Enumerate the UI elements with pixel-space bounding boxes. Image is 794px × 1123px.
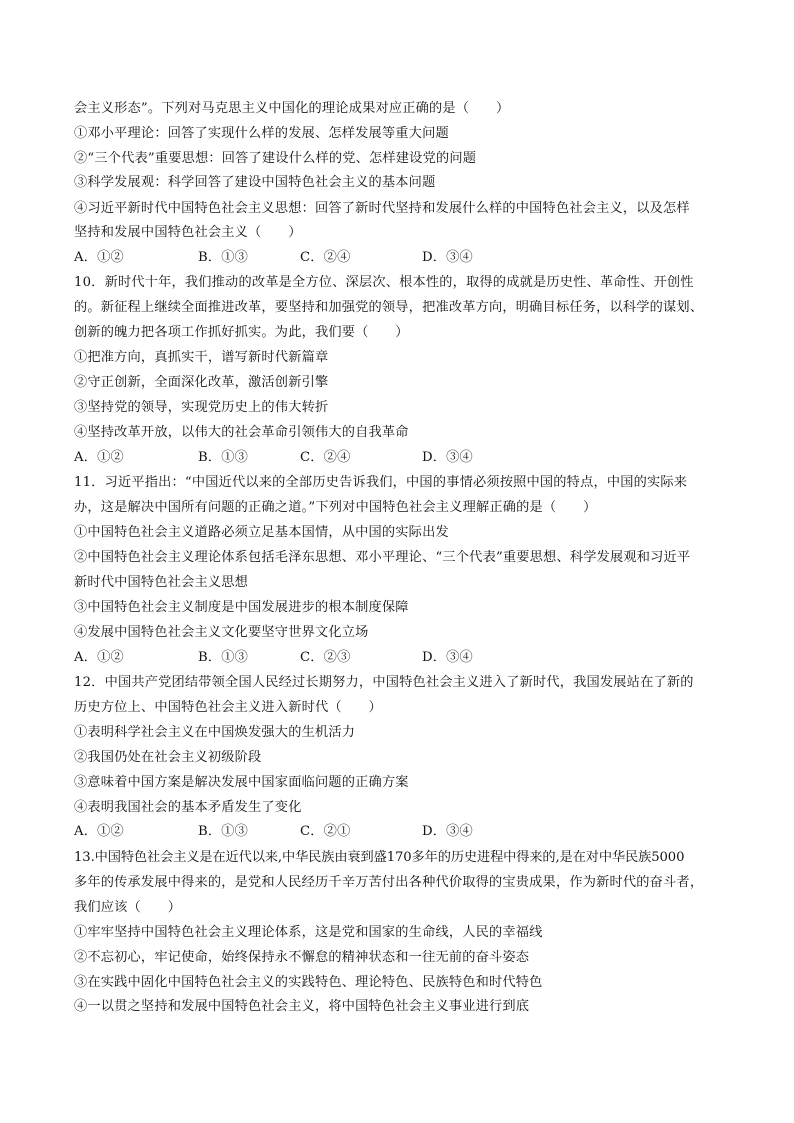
q10-option-a[interactable]: A．①② [74, 450, 124, 465]
q12-item-2: ②我国仍处在社会主义初级阶段 [74, 750, 262, 765]
q9-option-a[interactable]: A．①② [74, 250, 124, 265]
q12-item-3: ③意味着中国方案是解决发展中国家面临问题的正确方案 [74, 775, 409, 790]
q10-option-d[interactable]: D．③④ [422, 450, 473, 465]
q12-option-a[interactable]: A．①② [74, 824, 124, 839]
q13-item-3: ③在实践中固化中国特色社会主义的实践特色、理论特色、民族特色和时代特色 [74, 975, 543, 990]
q13-stem-3: 我们应该（ ） [74, 900, 182, 915]
q10-item-4: ④坚持改革开放，以伟大的社会革命引领伟大的自我革命 [74, 425, 409, 440]
q11-stem-2: 办，这是解决中国所有问题的正确之道。”下列对中国特色社会主义理解正确的是（ ） [74, 500, 597, 515]
q12-item-1: ①表明科学社会主义在中国焕发强大的生机活力 [74, 725, 356, 740]
q12-option-d[interactable]: D．③④ [422, 824, 473, 839]
q10-option-b[interactable]: B．①③ [198, 450, 249, 465]
q11-item-2-cont: 新时代中国特色社会主义思想 [74, 575, 249, 590]
q11-stem-1: 11．习近平指出：“中国近代以来的全部历史告诉我们，中国的事情必须按照中国的特点，中国的实际来 [74, 475, 688, 490]
q9-stem: 会主义形态”。下列对马克思主义中国化的理论成果对应正确的是（ ） [74, 101, 510, 116]
q9-item-3: ③科学发展观：科学回答了建设中国特色社会主义的基本问题 [74, 175, 436, 190]
q12-option-c[interactable]: C．②① [300, 824, 351, 839]
q12-item-4: ④表明我国社会的基本矛盾发生了变化 [74, 800, 302, 815]
q11-option-c[interactable]: C．②③ [300, 650, 351, 665]
q9-option-b[interactable]: B．①③ [198, 250, 249, 265]
q9-item-2: ②“三个代表”重要思想：回答了建设什么样的党、怎样建设党的问题 [74, 151, 477, 166]
q11-option-d[interactable]: D．③④ [422, 650, 473, 665]
q13-stem-2: 多年的传承发展中得来的，是党和人民经历千辛万苦付出各种代价取得的宝贵成果，作为新时代的奋斗者， [74, 875, 704, 890]
q11-option-a[interactable]: A．①② [74, 650, 124, 665]
q13-stem-1: 13.中国特色社会主义是在近代以来,中华民族由衰到盛170多年的历史进程中得来的,是在对中华民族5000 [74, 850, 685, 865]
q13-item-1: ①牢牢坚持中国特色社会主义理论体系，这是党和国家的生命线，人民的幸福线 [74, 925, 543, 940]
q11-item-4: ④发展中国特色社会主义文化要坚守世界文化立场 [74, 625, 369, 640]
q9-item-1: ①邓小平理论：回答了实现什么样的发展、怎样发展等重大问题 [74, 126, 449, 141]
q12-stem-2: 历史方位上、中国特色社会主义进入新时代（ ） [74, 700, 382, 715]
q11-item-1: ①中国特色社会主义道路必须立足基本国情，从中国的实际出发 [74, 525, 449, 540]
q10-option-c[interactable]: C．②④ [300, 450, 351, 465]
q12-stem-1: 12．中国共产党团结带领全国人民经过长期努力，中国特色社会主义进入了新时代，我国发展站在了新的 [74, 675, 694, 690]
q9-option-d[interactable]: D．③④ [422, 250, 473, 265]
q10-stem-3: 创新的魄力把各项工作抓好抓实。为此，我们要（ ） [74, 325, 409, 340]
q10-stem-1: 10．新时代十年，我们推动的改革是全方位、深层次、根本性的，取得的成就是历史性、革命性、开创性 [74, 275, 694, 290]
q11-item-2: ②中国特色社会主义理论体系包括毛泽东思想、邓小平理论、“三个代表”重要思想、科学发展观和习近平 [74, 550, 691, 565]
q9-item-4-cont: 坚持和发展中国特色社会主义（ ） [74, 225, 302, 240]
q13-item-2: ②不忘初心，牢记使命，始终保持永不懈怠的精神状态和一往无前的奋斗姿态 [74, 950, 530, 965]
q13-item-4: ④一以贯之坚持和发展中国特色社会主义，将中国特色社会主义事业进行到底 [74, 999, 530, 1014]
q9-item-4: ④习近平新时代中国特色社会主义思想：回答了新时代坚持和发展什么样的中国特色社会主义，以及怎样 [74, 201, 690, 216]
q10-item-2: ②守正创新，全面深化改革，激活创新引擎 [74, 375, 329, 390]
q11-option-b[interactable]: B．①③ [198, 650, 249, 665]
q10-item-3: ③坚持党的领导，实现党历史上的伟大转折 [74, 400, 329, 415]
q10-stem-2: 的。新征程上继续全面推进改革，要坚持和加强党的领导，把准改革方向，明确目标任务，以科学的谋划、 [74, 300, 704, 315]
q10-item-1: ①把准方向，真抓实干，谱写新时代新篇章 [74, 350, 329, 365]
q11-item-3: ③中国特色社会主义制度是中国发展进步的根本制度保障 [74, 600, 409, 615]
q9-option-c[interactable]: C．②④ [300, 250, 351, 265]
q12-option-b[interactable]: B．①③ [198, 824, 249, 839]
